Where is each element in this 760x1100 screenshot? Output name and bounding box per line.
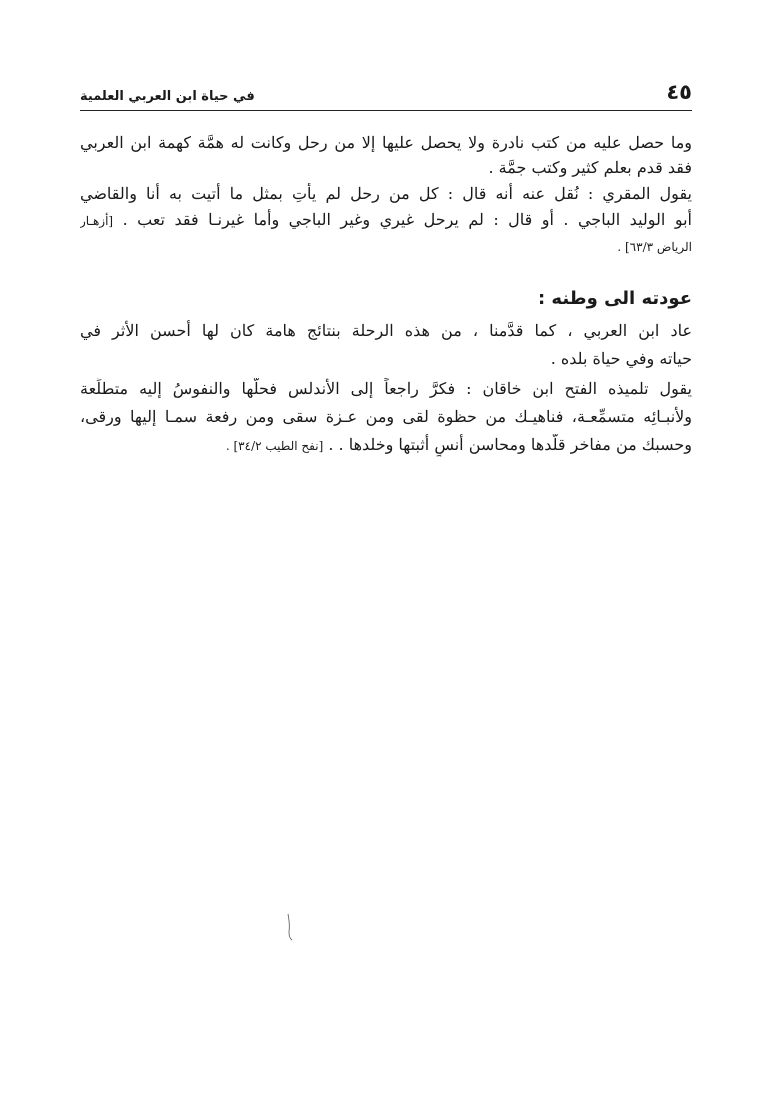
paragraph-4-line-1: يقول تلميذه الفتح ابن خاقان : فكرَّ راجعاً إلى الأندلس فحلَّها والنفوسُ إليه متطلِّعة bbox=[80, 379, 692, 398]
page-number: ٤٥ bbox=[666, 80, 692, 104]
paragraph-2-line-2 bbox=[80, 209, 692, 232]
paragraph-2-line-3: الرياض ٦٣/٣] . bbox=[617, 240, 692, 254]
running-title: في حياة ابن العربي العلمية bbox=[80, 89, 255, 104]
page-header bbox=[80, 70, 692, 111]
paragraph-2-line-2-text: أبو الوليد الباجي . أو قال : لم يرحل غيري وغير الباجي وأما غيرنـا فقد تعب . bbox=[122, 210, 692, 229]
paragraph-2-line-1: يقول المقري : نُقل عنه أنه قال : كل من رحل لم يأتِ بمثل ما أتيت به أنا والقاضي bbox=[80, 184, 692, 203]
paragraph-4-line-3-text: وحسبك من مفاخر قلّدها ومحاسن أنسٍ أثبتها وخلدها . . bbox=[328, 435, 692, 454]
section-heading: عودته الى وطنه : bbox=[537, 288, 692, 309]
paragraph-4-line-2: ولأنبـائِه متسمِّعـة، فناهيـك من حظوة لقى ومن عـزة سقى ومن رفعة سمـا إليها ورقى، bbox=[80, 407, 692, 426]
paragraph-3-line-1: عاد ابن العربي ، كما قدَّمنا ، من هذه الرحلة بنتائج هامة كان لها أحسن الأثر في bbox=[80, 321, 692, 340]
page-body bbox=[80, 122, 692, 457]
paragraph-1-line-2: فقد قدم بعلم كثير وكتب جمَّة . bbox=[488, 158, 692, 177]
citation-nafh: [نفح الطيب ٣٤/٢] . bbox=[225, 439, 324, 453]
paragraph-4-line-3 bbox=[80, 434, 692, 457]
paragraph-3-line-2: حياته وفي حياة بلده . bbox=[550, 349, 692, 368]
paragraph-1-line-1: وما حصل عليه من كتب نادرة ولا يحصل عليها إلا من رحل وكانت له همَّة كهمة ابن العربي bbox=[80, 133, 692, 152]
scan-mark bbox=[286, 912, 294, 942]
citation-azhar: [أزهـار bbox=[80, 214, 114, 228]
